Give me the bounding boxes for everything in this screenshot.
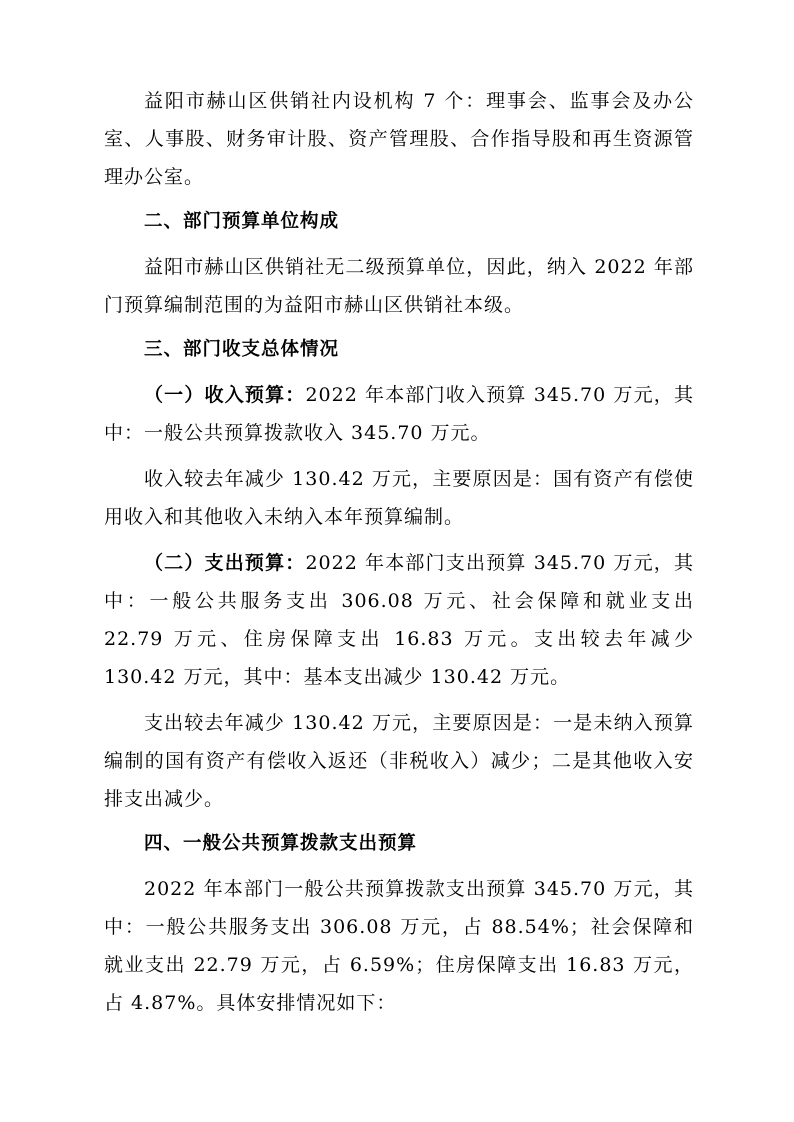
paragraph-internal-bodies: 益阳市赫山区供销社内设机构 7 个：理事会、监事会及办公室、人事股、财务审计股、资产管理股、合作指导股和再生资源管理办公室。 xyxy=(104,90,694,188)
spacer xyxy=(104,696,694,704)
spacer xyxy=(104,818,694,825)
spacer xyxy=(104,863,694,870)
paragraph-general-budget: 2022 年本部门一般公共预算拨款支出预算 345.70 万元，其中：一般公共服务支出 306.08 万元，占 88.54%；社会保障和就业支出 22.79 万元，占 6.59%；住房保障支出 16.83 万元，占 4.87%。具体安排情况如下： xyxy=(104,878,694,1014)
expense-budget-lead: （二）支出预算： xyxy=(144,552,306,574)
paragraph-budget-units: 益阳市赫山区供销社无二级预算单位，因此，纳入 2022 年部门预算编制范围的为益阳市赫山区供销社本级。 xyxy=(104,256,694,316)
document-page xyxy=(104,82,694,1022)
paragraph-expense-budget xyxy=(104,544,694,696)
spacer xyxy=(104,452,694,460)
income-budget-body: 2022 年本部门收入预算 345.70 万元，其中：一般公共预算拨款收入 345.70 万元。 xyxy=(104,384,694,444)
spacer xyxy=(104,241,694,248)
paragraph-income-change: 收入较去年减少 130.42 万元，主要原因是：国有资产有偿使用收入和其他收入未纳入本年预算编制。 xyxy=(104,468,694,528)
spacer xyxy=(104,196,694,203)
income-budget-lead: （一）收入预算： xyxy=(144,384,306,406)
paragraph-expense-change: 支出较去年减少 130.42 万元，主要原因是：一是未纳入预算编制的国有资产有偿收入返还（非税收入）减少；二是其他收入安排支出减少。 xyxy=(104,712,694,810)
section-heading-2: 二、部门预算单位构成 xyxy=(144,211,340,232)
expense-budget-body: 2022 年本部门支出预算 345.70 万元，其中：一般公共服务支出 306.08 万元、社会保障和就业支出 22.79 万元、住房保障支出 16.83 万元。支出较去年减少 130.42 万元，其中：基本支出减少 130.42 万元。 xyxy=(104,552,694,688)
section-heading-4: 四、一般公共预算拨款支出预算 xyxy=(144,833,418,854)
spacer xyxy=(104,369,694,376)
paragraph-income-budget xyxy=(104,376,694,452)
section-heading-3: 三、部门收支总体情况 xyxy=(144,339,340,360)
spacer xyxy=(104,536,694,544)
spacer xyxy=(104,324,694,331)
